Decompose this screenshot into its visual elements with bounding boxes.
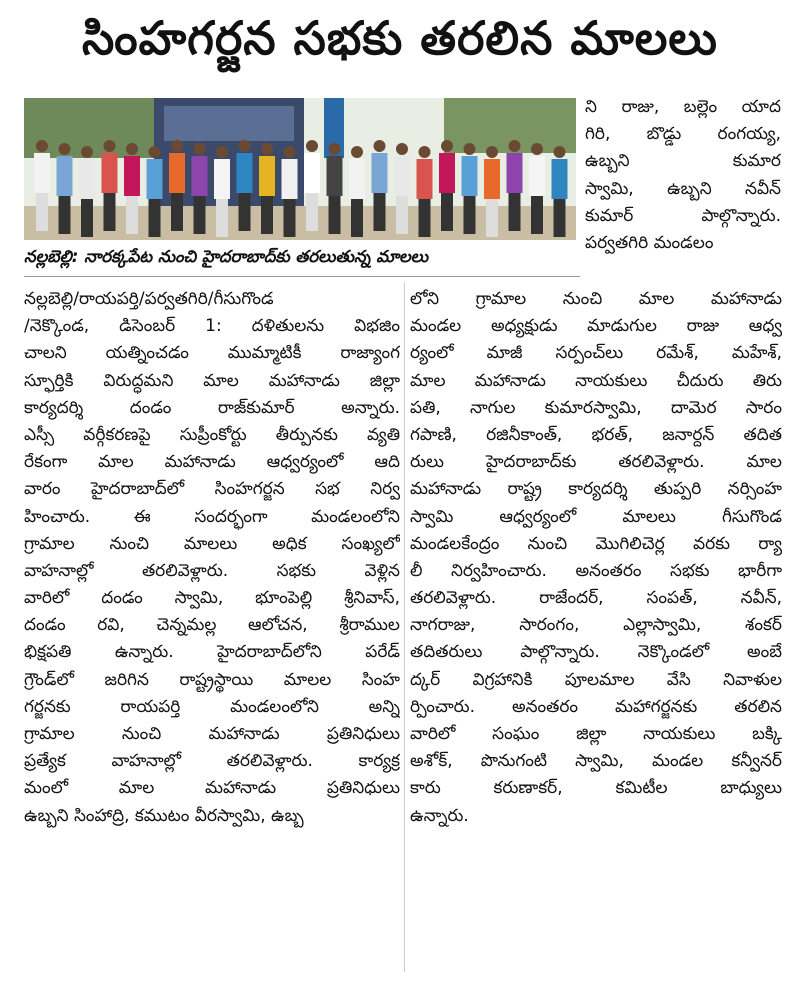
text-line: లోని గ్రామాల నుంచి మాల మహానాడు	[410, 289, 782, 309]
group-photo-illustration	[24, 98, 576, 240]
article-column-top-right	[585, 94, 781, 257]
text-line: భిక్షపతి ఉన్నారు. హైదరాబాద్‌లోని పరేడ్	[24, 642, 400, 663]
text-line: ప్రత్యేక వాహనాల్లో తరలివెళ్లారు. కార్యక్ర	[24, 751, 400, 772]
text-line: మండల అధ్యక్షుడు మాడుగుల రాజు ఆధ్వ	[410, 316, 782, 337]
text-line: ర్పించారు. అనంతరం మహాగర్జనకు తరలిన	[410, 696, 782, 717]
text-line: అశోక్, పొనుగంటి స్వామి, మండల కన్వీనర్	[410, 751, 782, 772]
text-line: వారిలో దండం స్వామి, భూంపెల్లి శ్రీనివాస్,	[24, 588, 400, 609]
text-line: ద్కర్ విగ్రహానికి పూలమాల వేసి నివాళుల	[410, 669, 782, 690]
text-line: ఉన్నారు.	[410, 805, 469, 826]
text-line: రులు హైదరాబాద్‌కు తరలివెళ్లారు. మాల	[410, 452, 782, 473]
text-line: గ్రౌండ్‌లో జరిగిన రాష్ట్రస్థాయి మాలల సింహ	[24, 669, 400, 690]
text-line: చాలని యత్నించడం ముమ్మాటికీ రాజ్యాంగ	[24, 343, 400, 364]
text-line: మంలో మాల మహానాడు ప్రతినిధులు	[24, 778, 400, 799]
news-photo	[24, 98, 576, 240]
text-line: కారు కరుణాకర్, కమిటీల బాధ్యులు	[410, 778, 782, 799]
text-line: కుమార్ పాల్గొన్నారు.	[585, 205, 781, 226]
text-line: మండలకేంద్రం నుంచి మొగిలిచెర్ల వరకు ర్యా	[410, 533, 782, 554]
text-line: ఉబ్బని కుమార	[585, 151, 781, 172]
text-line: వాహనాల్లో తరలివెళ్లారు. సభకు వెళ్లిన	[24, 560, 400, 581]
text-line: కార్యదర్శి దండం రాజ్‌కుమార్ అన్నారు.	[24, 397, 400, 418]
text-line: గర్జనకు రాయపర్తి మండలంలోని అన్ని	[24, 696, 400, 717]
text-line: వారం హైదరాబాద్‌లో సింహగర్జన సభ నిర్వ	[24, 479, 400, 500]
headline: సింహగర్జన సభకు తరలిన మాలలు	[82, 11, 718, 65]
column-divider	[404, 282, 405, 972]
text-line: ని రాజు, బల్లెం యాద	[585, 97, 781, 117]
text-line: తదితరులు పాల్గొన్నారు. నెక్కొండలో అంబే	[410, 642, 782, 663]
text-line: మాల మహానాడు నాయకులు చీదురు తిరు	[410, 370, 782, 391]
text-line: పతి, నాగుల కుమారస్వామి, దామెర సారం	[410, 397, 782, 418]
text-line: వారిలో సంఘం జిల్లా నాయకులు బక్కి	[410, 724, 782, 744]
text-line: మహానాడు రాష్ట్ర కార్యదర్శి తుప్పరి నర్సింహ	[410, 479, 782, 500]
text-line: గపాణి, రజినీకాంత్, భరత్, జనార్దన్ తదిత	[410, 424, 782, 445]
photo-caption: నల్లబెల్లి: నారక్కపేట నుంచి హైదరాబాద్‌కు తరలుతున్న మాలలు	[24, 240, 580, 277]
text-line: గ్రామాల నుంచి మహానాడు ప్రతినిధులు	[24, 724, 400, 744]
text-line: హించారు. ఈ సందర్భంగా మండలంలోని	[24, 506, 400, 527]
text-line: ర్యంలో మాజీ సర్పంచ్‌లు రమేశ్, మహేశ్,	[410, 343, 782, 364]
text-line: స్ఫూర్తికి విరుద్ధమని మాల మహానాడు జిల్లా	[24, 370, 400, 391]
text-line: రేకంగా మాల మహానాడు ఆధ్వర్యంలో ఆది	[24, 452, 400, 473]
text-line: దండం రవి, చెన్నమల్ల ఆలోచన, శ్రీరాముల	[24, 615, 400, 636]
text-line: /నెక్కొండ, డిసెంబర్ 1: దళితులను విభజిం	[24, 316, 400, 337]
article-column-left	[24, 286, 400, 830]
text-line: పర్వతగిరి మండలం	[585, 232, 714, 253]
text-line: స్వామి, ఉబ్బని నవీన్	[585, 178, 781, 199]
text-line: ఎస్సీ వర్గీకరణపై సుప్రీంకోర్టు తీర్పునకు వ్యతి	[24, 424, 400, 445]
text-line: తరలివెళ్లారు. రాజేందర్, సంపత్, నవీన్,	[410, 588, 782, 609]
text-line: లీ నిర్వహించారు. అనంతరం సభకు భారీగా	[410, 560, 782, 581]
text-line: స్వామి ఆధ్వర్యంలో మాలలు గీసుగొండ	[410, 506, 782, 527]
text-line: గిరి, బొడ్డు రంగయ్య,	[585, 124, 781, 145]
text-line: ఉబ్బని సింహాద్రి, కముటం వీరస్వామి, ఉబ్బ	[24, 805, 304, 826]
article-column-right	[410, 286, 782, 830]
text-line: గ్రామాల నుంచి మాలలు అధిక సంఖ్యలో	[24, 533, 400, 554]
text-line: నల్లబెల్లి/రాయపర్తి/పర్వతగిరి/గీసుగొండ	[24, 289, 274, 309]
text-line: నాగరాజు, సారంగం, ఎల్లాస్వామి, శంకర్	[410, 615, 782, 636]
